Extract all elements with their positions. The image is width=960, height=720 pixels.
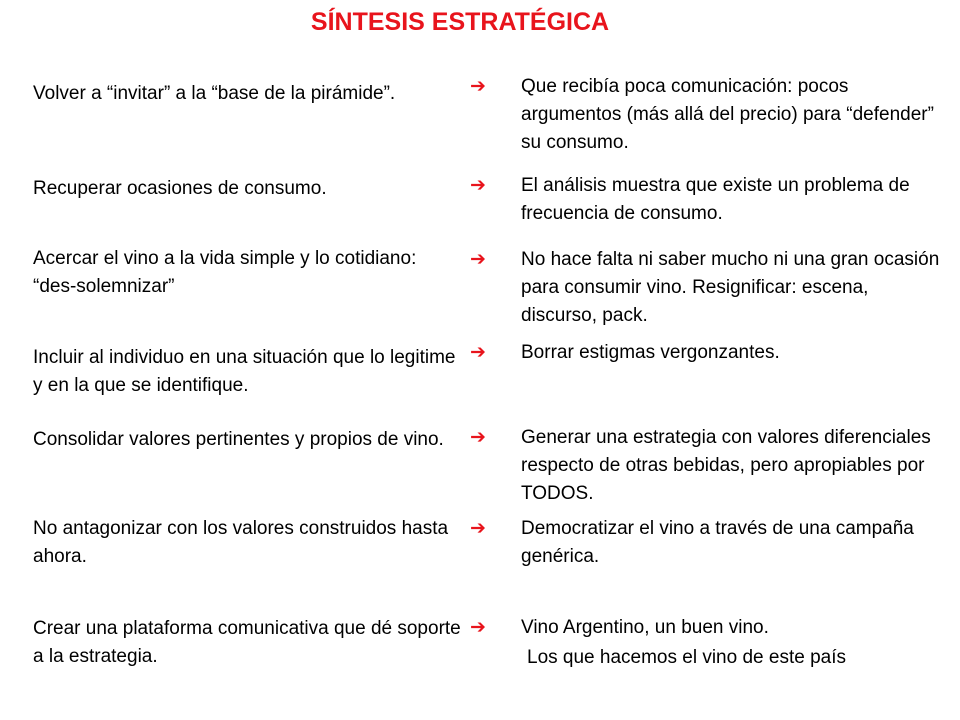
strategy-item-4: Incluir al individuo en una situación que lo legitime y en la que se identifique.: [33, 347, 456, 396]
rationale-item-6: Democratizar el vino a través de una campaña genérica.: [521, 518, 914, 567]
rationale-item-4: Borrar estigmas vergonzantes.: [521, 342, 780, 363]
arrow-icon: ➔: [470, 342, 486, 363]
strategy-item-1: Volver a “invitar” a la “base de la pirámide”.: [33, 83, 396, 104]
rationale-item-7-tagline: Los que hacemos el vino de este país: [527, 647, 846, 668]
rationale-item-2: El análisis muestra que existe un problema de frecuencia de consumo.: [521, 175, 910, 224]
arrow-icon: ➔: [470, 617, 486, 638]
arrow-icon: ➔: [470, 427, 486, 448]
rationale-item-7-main: Vino Argentino, un buen vino.: [521, 617, 769, 638]
arrow-icon: ➔: [470, 518, 486, 539]
rationale-item-3: No hace falta ni saber mucho ni una gran ocasión para consumir vino. Resignificar: escena, discurso, pack.: [521, 249, 940, 326]
strategy-item-3: Acercar el vino a la vida simple y lo cotidiano: “des-solemnizar”: [33, 248, 417, 297]
arrow-icon: ➔: [470, 76, 486, 97]
rationale-item-7: [521, 614, 946, 672]
rationale-item-1: Que recibía poca comunicación: pocos argumentos (más allá del precio) para “defender” su consumo.: [521, 76, 934, 153]
strategy-item-5: Consolidar valores pertinentes y propios de vino.: [33, 429, 444, 450]
strategy-item-7: Crear una plataforma comunicativa que dé soporte a la estrategia.: [33, 618, 461, 667]
arrow-icon: ➔: [470, 249, 486, 270]
page-title: SÍNTESIS ESTRATÉGICA: [310, 8, 610, 36]
arrow-icon: ➔: [470, 175, 486, 196]
rationale-item-5: Generar una estrategia con valores diferenciales respecto de otras bebidas, pero apropiables por TODOS.: [521, 427, 931, 504]
strategy-item-2: Recuperar ocasiones de consumo.: [33, 178, 327, 199]
strategy-item-6: No antagonizar con los valores construidos hasta ahora.: [33, 518, 449, 567]
